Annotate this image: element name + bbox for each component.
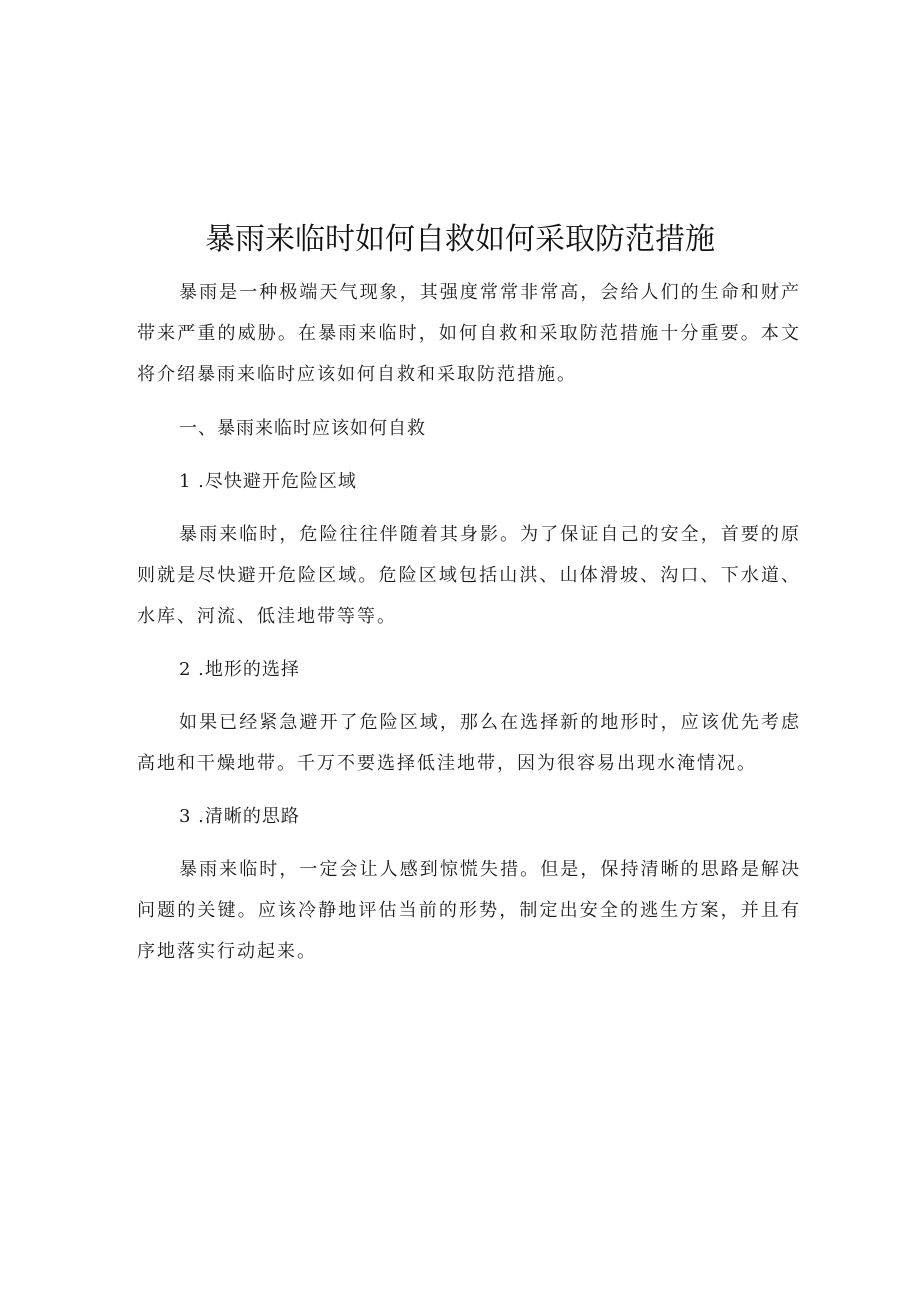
intro-paragraph: 暴雨是一种极端天气现象，其强度常常非常高，会给人们的生命和财产带来严重的威胁。在暴雨来临时，如何自救和采取防范措施十分重要。本文将介绍暴雨来临时应该如何自救和采取防范措施。 xyxy=(137,282,801,385)
item-paragraph-3: 暴雨来临时，一定会让人感到惊慌失措。但是，保持清晰的思路是解决问题的关键。应该冷静地评估当前的形势，制定出安全的逃生方案，并且有序地落实行动起来。 xyxy=(137,859,801,962)
section-heading: 一、暴雨来临时应该如何自救 xyxy=(179,418,426,439)
item-heading-1: 1 .尽快避开危险区域 xyxy=(179,471,357,492)
item-heading-3: 3 .清晰的思路 xyxy=(179,806,300,827)
item-paragraph-1: 暴雨来临时，危险往往伴随着其身影。为了保证自己的安全，首要的原则就是尽快避开危险区域。危险区域包括山洪、山体滑坡、沟口、下水道、水库、河流、低洼地带等等。 xyxy=(137,524,801,627)
item-paragraph-2: 如果已经紧急避开了危险区域，那么在选择新的地形时，应该优先考虑高地和干燥地带。千万不要选择低洼地带，因为很容易出现水淹情况。 xyxy=(137,712,801,774)
document-body xyxy=(137,272,801,972)
item-heading-2: 2 .地形的选择 xyxy=(179,659,300,680)
document-title: 暴雨来临时如何自救如何采取防范措施 xyxy=(205,222,715,257)
